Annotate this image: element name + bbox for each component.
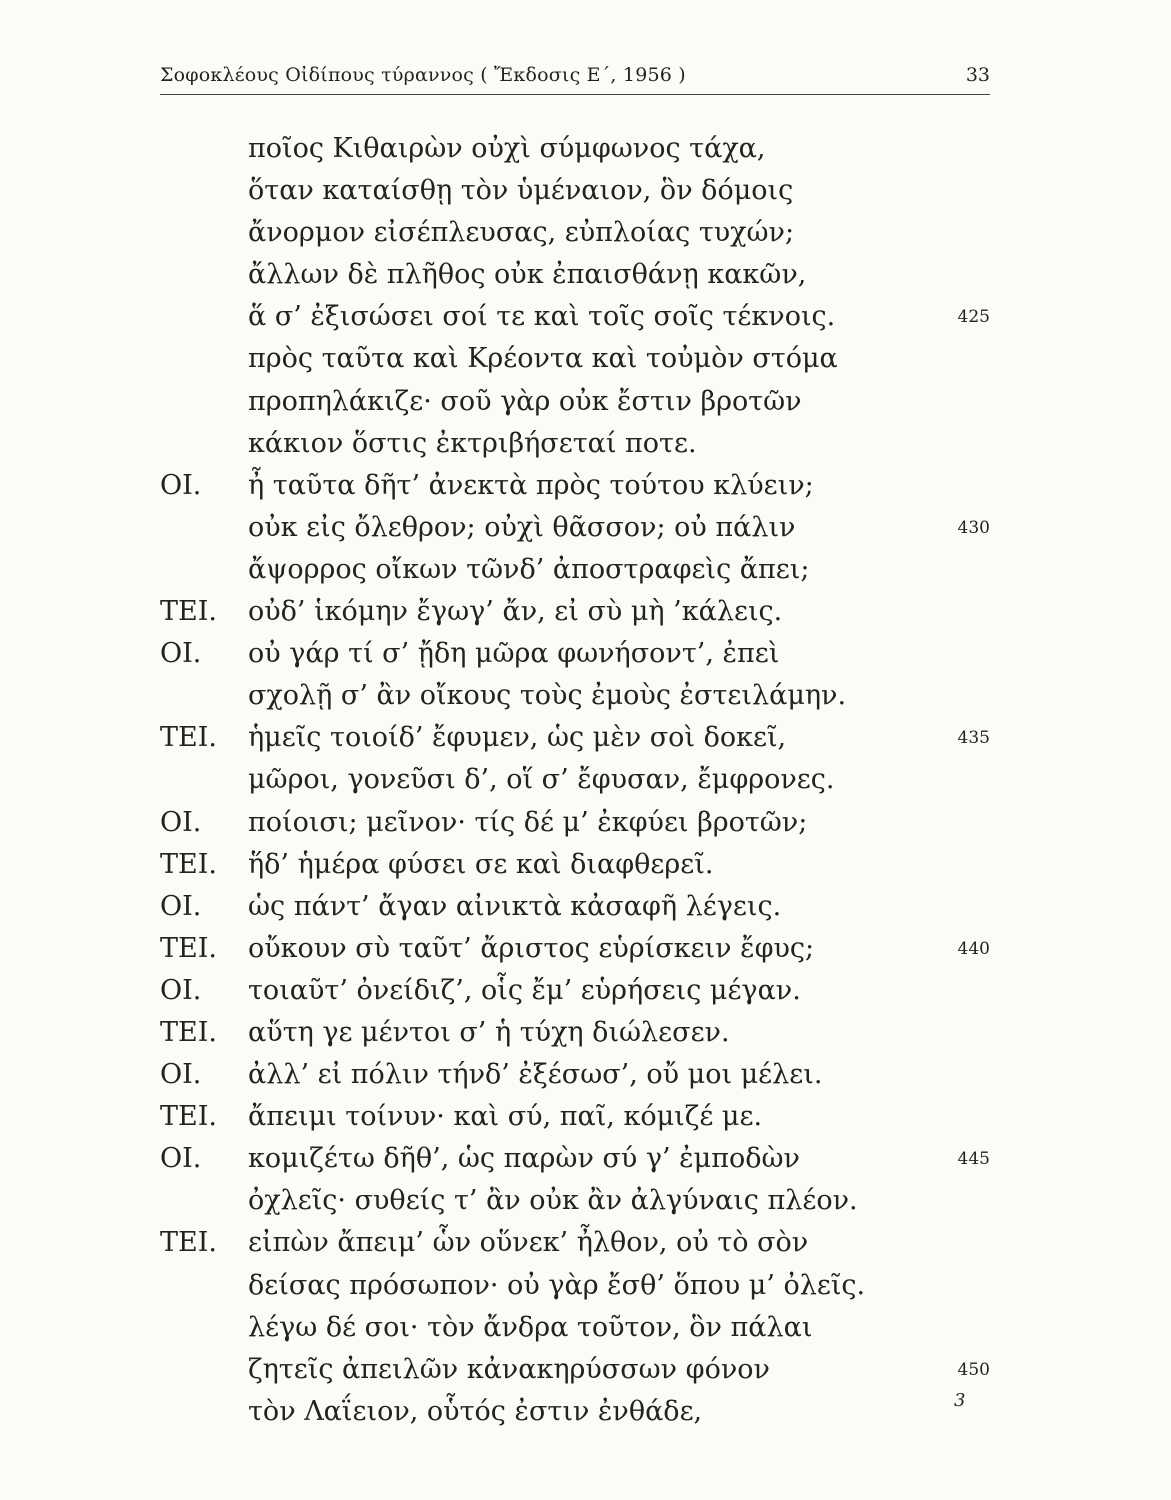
verse-line [160,1265,990,1307]
verse-text-line: ἥδ’ ἡμέρα φύσει σε καὶ διαφθερεῖ. [248,848,714,880]
line-number: 430 [957,517,990,538]
verse-line [160,759,990,801]
running-header [160,58,990,95]
speaker-label: ΟΙ. [160,469,202,501]
verse-text-line: ἄνορμον εἰσέπλευσας, εὐπλοίας τυχών; [248,217,795,249]
verse-text-line: δείσας πρόσωπον· οὐ γὰρ ἔσθ’ ὅπου μ’ ὀλεῖς. [248,1269,866,1301]
line-number: 435 [957,728,990,749]
verse-text-line: ὀχλεῖς· συθείς τ’ ἂν οὐκ ἂν ἀλγύναις πλέον. [248,1185,858,1217]
speaker-label: ΟΙ. [160,1143,202,1175]
speaker-label: ΤΕΙ. [160,1227,217,1259]
verse-text-line: ἅ σ’ ἐξισώσει σοί τε καὶ τοῖς σοῖς τέκνοις. [248,301,836,333]
speaker-label: ΟΙ. [160,1059,202,1091]
line-number: 450 [957,1359,990,1380]
verse-text-line: ἡμεῖς τοιοίδ’ ἔφυμεν, ὡς μὲν σοὶ δοκεῖ, [248,722,787,754]
verse-text-line: τὸν Λαΐειον, οὗτός ἐστιν ἐνθάδε, [248,1395,703,1427]
verse-line [160,633,990,675]
line-number: 425 [957,307,990,328]
verse-text-line: εἰπὼν ἄπειμ’ ὧν οὕνεκ’ ἦλθον, οὐ τὸ σὸν [248,1227,809,1259]
verse-line [160,1096,990,1138]
verse-line [160,970,990,1012]
verse-line [160,844,990,886]
verse-text-line: μῶροι, γονεῦσι δ’, οἵ σ’ ἔφυσαν, ἔμφρονες. [248,764,835,796]
verse-text-line: ζητεῖς ἀπειλῶν κἀνακηρύσσων φόνον [248,1353,770,1385]
speaker-label: ΤΕΙ. [160,932,217,964]
verse-text-line: οὐκ εἰς ὄλεθρον; οὐχὶ θᾶσσον; οὐ πάλιν [248,511,796,543]
header-title: Σοφοκλέους Οἰδίπους τύραννος ( Ἔκδοσις Ε΄, 1956 ) [160,64,686,86]
page-number: 33 [965,64,990,86]
verse-text-line: λέγω δέ σοι· τὸν ἄνδρα τοῦτον, ὃν πάλαι [248,1311,813,1343]
verse-text-line: ὅταν καταίσθῃ τὸν ὑμέναιον, ὃν δόμοις [248,175,794,207]
verse-line [160,254,990,296]
verse-line [160,1054,990,1096]
verse-text-line: οὔκουν σὺ ταῦτ’ ἄριστος εὑρίσκειν ἔφυς; [248,932,815,964]
speaker-label: ΟΙ. [160,638,202,670]
verse-line [160,465,990,507]
line-number: 440 [957,938,990,959]
verse-line [160,928,990,970]
verse-text-line: κομιζέτω δῆθ’, ὡς παρὼν σύ γ’ ἐμποδὼν [248,1143,800,1175]
verse-text-line: σχολῇ σ’ ἂν οἴκους τοὺς ἐμοὺς ἐστειλάμην. [248,680,847,712]
verse-line [160,338,990,380]
verse-line [160,1222,990,1264]
verse-text-line: οὐ γάρ τί σ’ ᾔδη μῶρα φωνήσοντ’, ἐπεὶ [248,638,780,670]
verse-line [160,1138,990,1180]
verse-line [160,886,990,928]
verse-text-line: ἄλλων δὲ πλῆθος οὐκ ἐπαισθάνῃ κακῶν, [248,259,807,291]
verse-text-line: ποῖος Κιθαιρὼν οὐχὶ σύμφωνος τάχα, [248,133,766,164]
verse-line [160,212,990,254]
speaker-label: ΤΕΙ. [160,596,217,628]
verse-text-line: ἦ ταῦτα δῆτ’ ἀνεκτὰ πρὸς τούτου κλύειν; [248,469,814,501]
line-number: 445 [957,1149,990,1170]
verse-line [160,296,990,338]
verse-line [160,1349,990,1391]
verse-text [160,128,990,1433]
verse-text-line: ἄπειμι τοίνυν· καὶ σύ, παῖ, κόμιζέ με. [248,1101,763,1133]
verse-line [160,1012,990,1054]
verse-text-line: προπηλάκιζε· σοῦ γὰρ οὐκ ἔστιν βροτῶν [248,385,802,417]
speaker-label: ΟΙ. [160,806,202,838]
verse-line [160,675,990,717]
speaker-label: ΤΕΙ. [160,1016,217,1048]
verse-text-line: ὡς πάντ’ ἄγαν αἰνικτὰ κἀσαφῆ λέγεις. [248,890,782,922]
verse-line [160,507,990,549]
speaker-label: ΤΕΙ. [160,848,217,880]
speaker-label: ΟΙ. [160,890,202,922]
verse-line [160,1180,990,1222]
verse-line [160,549,990,591]
verse-text-line: ποίοισι; μεῖνον· τίς δέ μ’ ἐκφύει βροτῶν; [248,806,808,838]
signature-mark: 3 [954,1390,966,1411]
verse-line [160,802,990,844]
verse-line [160,170,990,212]
verse-line [160,1391,990,1433]
verse-text-line: πρὸς ταῦτα καὶ Κρέοντα καὶ τοὐμὸν στόμα [248,343,838,375]
verse-line [160,128,990,170]
verse-line [160,381,990,423]
verse-line [160,717,990,759]
verse-text-line: οὐδ’ ἱκόμην ἔγωγ’ ἄν, εἰ σὺ μὴ ’κάλεις. [248,596,783,628]
verse-text-line: ἀλλ’ εἰ πόλιν τήνδ’ ἐξέσωσ’, οὔ μοι μέλει. [248,1059,823,1091]
speaker-label: ΤΕΙ. [160,1101,217,1133]
verse-line [160,423,990,465]
verse-text-line: τοιαῦτ’ ὀνείδιζ’, οἷς ἔμ’ εὑρήσεις μέγαν. [248,974,801,1006]
verse-text-line: ἄψορρος οἴκων τῶνδ’ ἀποστραφεὶς ἄπει; [248,553,810,585]
verse-line [160,1307,990,1349]
verse-text-line: αὕτη γε μέντοι σ’ ἡ τύχη διώλεσεν. [248,1016,730,1048]
verse-text-line: κάκιον ὅστις ἐκτριβήσεταί ποτε. [248,427,697,459]
speaker-label: ΟΙ. [160,974,202,1006]
verse-line [160,591,990,633]
speaker-label: ΤΕΙ. [160,722,217,754]
